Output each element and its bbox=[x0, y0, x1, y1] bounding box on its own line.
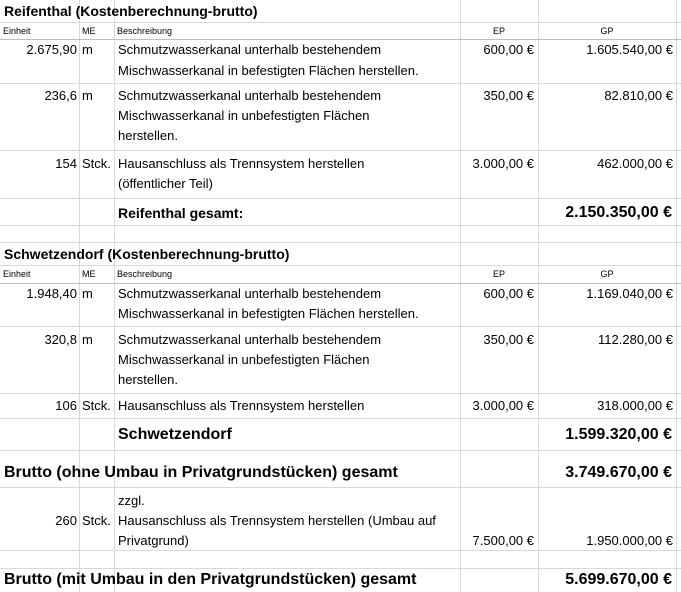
row-total-price: 318.000,00 € bbox=[597, 398, 673, 413]
extra-quantity: 260 bbox=[55, 513, 77, 528]
section-total-label: Schwetzendorf bbox=[118, 426, 232, 443]
row-unit-price: 350,00 € bbox=[483, 88, 534, 103]
grid-line bbox=[0, 418, 681, 419]
grid-line bbox=[0, 242, 681, 243]
row-total-price: 1.169.040,00 € bbox=[586, 286, 673, 301]
row-description-line: Hausanschluss als Trennsystem herstellen bbox=[118, 398, 365, 413]
header-ep: EP bbox=[492, 26, 505, 36]
row-quantity: 2.675,90 bbox=[26, 42, 77, 57]
row-quantity: 236,6 bbox=[44, 88, 77, 103]
row-description-line: Schmutzwasserkanal unterhalb bestehendem bbox=[118, 88, 382, 103]
extra-unit: Stck. bbox=[82, 513, 111, 528]
header-beschreibung: Beschreibung bbox=[117, 269, 173, 279]
grid-line bbox=[676, 0, 677, 592]
extra-description-line: Hausanschluss als Trennsystem herstellen (Umbau auf bbox=[118, 513, 436, 528]
section-title: Reifenthal (Kostenberechnung-brutto) bbox=[4, 3, 258, 19]
grid-line bbox=[114, 0, 115, 592]
section-total-label: Reifenthal gesamt: bbox=[118, 205, 244, 221]
row-description-line: Mischwasserkanal in befestigten Flächen herstellen. bbox=[118, 306, 419, 321]
row-quantity: 106 bbox=[55, 398, 77, 413]
header-einheit: Einheit bbox=[3, 269, 31, 279]
grid-line bbox=[0, 225, 681, 226]
section-total-value: 2.150.350,00 € bbox=[565, 204, 672, 221]
row-total-price: 112.280,00 € bbox=[598, 332, 673, 347]
row-unit: m bbox=[82, 88, 93, 103]
brutto-mit-label: Brutto (mit Umbau in den Privatgrundstücken) gesamt bbox=[4, 571, 417, 588]
row-unit-price: 600,00 € bbox=[483, 42, 534, 57]
row-description-line: herstellen. bbox=[118, 372, 178, 387]
row-unit: m bbox=[82, 332, 93, 347]
grid-line bbox=[0, 450, 681, 451]
grid-line bbox=[0, 393, 681, 394]
grid-line bbox=[0, 22, 681, 23]
grid-line bbox=[0, 198, 681, 199]
header-beschreibung: Beschreibung bbox=[117, 26, 173, 36]
row-unit: m bbox=[82, 42, 93, 57]
row-unit-price: 600,00 € bbox=[483, 286, 534, 301]
header-einheit: Einheit bbox=[3, 26, 31, 36]
row-unit-price: 350,00 € bbox=[483, 332, 534, 347]
row-total-price: 462.000,00 € bbox=[597, 156, 673, 171]
header-gp: GP bbox=[600, 26, 614, 36]
extra-total-price: 1.950.000,00 € bbox=[586, 533, 673, 548]
row-description-line: Schmutzwasserkanal unterhalb bestehendem bbox=[118, 42, 382, 57]
row-total-price: 1.605.540,00 € bbox=[586, 42, 673, 57]
row-unit-price: 3.000,00 € bbox=[472, 156, 534, 171]
header-me: ME bbox=[82, 269, 96, 279]
section-title: Schwetzendorf (Kostenberechnung-brutto) bbox=[4, 246, 290, 262]
row-description-line: Mischwasserkanal in unbefestigten Flächen bbox=[118, 352, 370, 367]
grid-line bbox=[0, 265, 681, 266]
extra-prefix: zzgl. bbox=[118, 493, 145, 508]
brutto-mit-value: 5.699.670,00 € bbox=[565, 571, 672, 588]
brutto-ohne-value: 3.749.670,00 € bbox=[565, 464, 672, 481]
row-quantity: 320,8 bbox=[44, 332, 77, 347]
grid-line bbox=[0, 326, 681, 327]
header-ep: EP bbox=[492, 269, 505, 279]
row-unit: m bbox=[82, 286, 93, 301]
row-description-line: Mischwasserkanal in unbefestigten Flächen bbox=[118, 108, 370, 123]
brutto-ohne-label: Brutto (ohne Umbau in Privatgrundstücken) gesamt bbox=[4, 464, 398, 481]
grid-line bbox=[0, 150, 681, 151]
row-description-line: Mischwasserkanal in befestigten Flächen herstellen. bbox=[118, 63, 419, 78]
row-unit-price: 3.000,00 € bbox=[472, 398, 534, 413]
row-quantity: 154 bbox=[55, 156, 77, 171]
section-total-value: 1.599.320,00 € bbox=[565, 426, 672, 443]
row-description-line: herstellen. bbox=[118, 128, 178, 143]
row-unit: Stck. bbox=[82, 156, 111, 171]
row-description-line: (öffentlicher Teil) bbox=[118, 176, 213, 191]
row-description-line: Schmutzwasserkanal unterhalb bestehendem bbox=[118, 286, 382, 301]
grid-line bbox=[0, 487, 681, 488]
grid-line bbox=[0, 83, 681, 84]
row-description-line: Hausanschluss als Trennsystem herstellen bbox=[118, 156, 365, 171]
grid-line bbox=[79, 0, 80, 592]
row-description-line: Schmutzwasserkanal unterhalb bestehendem bbox=[118, 332, 382, 347]
header-me: ME bbox=[82, 26, 96, 36]
row-quantity: 1.948,40 bbox=[26, 286, 77, 301]
extra-unit-price: 7.500,00 € bbox=[472, 533, 534, 548]
row-unit: Stck. bbox=[82, 398, 111, 413]
extra-description-line: Privatgrund) bbox=[118, 533, 189, 548]
row-total-price: 82.810,00 € bbox=[604, 88, 673, 103]
header-gp: GP bbox=[600, 269, 614, 279]
